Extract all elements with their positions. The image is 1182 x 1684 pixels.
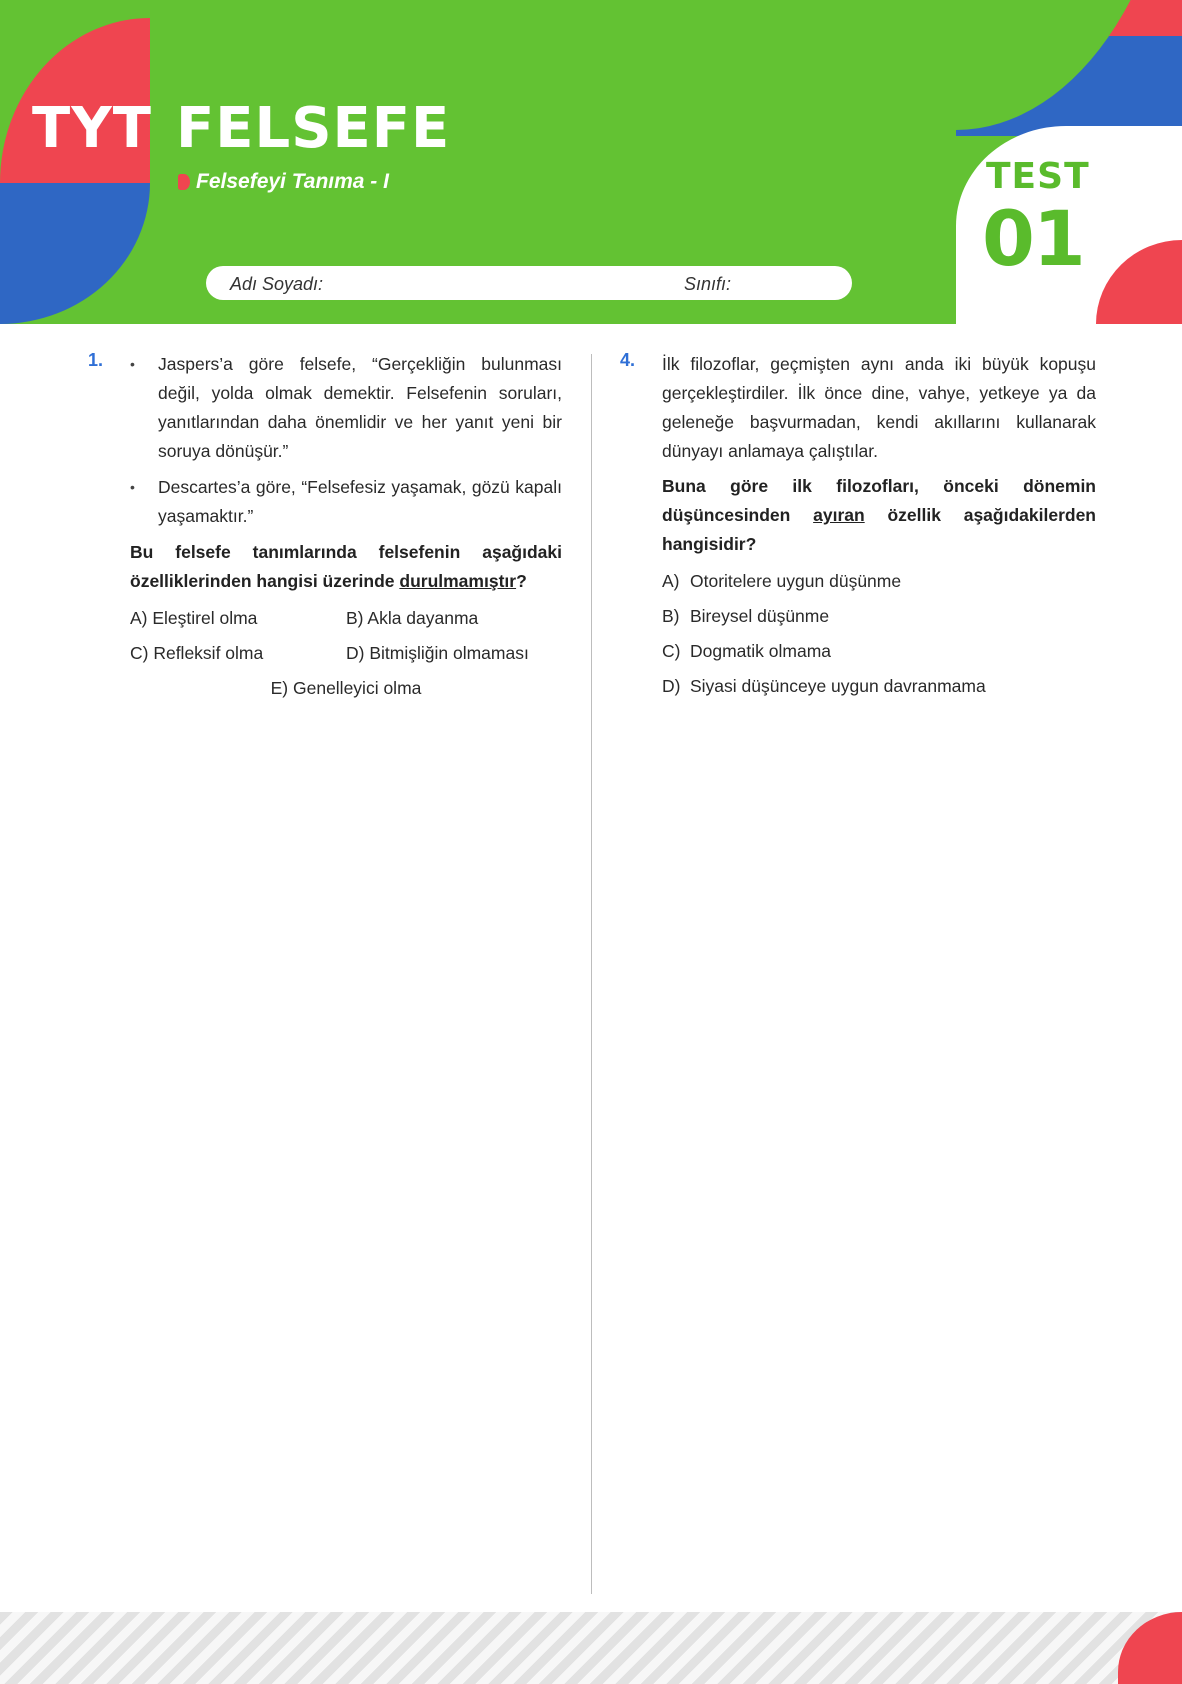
option-a[interactable]: A) Eleştirel olma <box>130 608 258 628</box>
striped-footer <box>0 1612 1182 1684</box>
question-stem: Bu felsefe tanımlarında felsefenin aşağıdaki özelliklerinden hangisi üzerinde durulmamıştır? <box>130 542 562 591</box>
name-label: Adı Soyadı: <box>230 274 324 294</box>
underlined-word: ayıran <box>813 505 865 525</box>
option-c[interactable]: C) Refleksif olma <box>130 643 264 663</box>
bullet-item: • Jaspers’a göre felsefe, “Gerçekliğin bulunması değil, yolda olmak demektir. Felsefenin soruları, yanıtlarından daha önemlidir ve her yanıt yeni bir soruya dönüşür.” <box>130 350 562 466</box>
option-e[interactable]: E) Genelleyici olma <box>270 678 422 698</box>
question-text: İlk filozoflar, geçmişten aynı anda iki büyük kopuşu gerçekleştirdiler. İlk önce dine, vahye, yetkeye ya da geleneğe başvurmadan, kendi akıllarını kullanarak dünyayı anlamaya çalıştılar. <box>662 354 1096 461</box>
topic-text: Felsefeyi Tanıma - I <box>196 170 389 193</box>
option-d[interactable]: D) Siyasi düşünceye uygun davranmama <box>662 676 986 696</box>
exam-level: TYT <box>32 96 152 161</box>
answer-options <box>130 604 562 668</box>
topic-subtitle <box>178 170 389 194</box>
bullet-item: • Descartes’a göre, “Felsefesiz yaşamak, gözü kapalı yaşamaktır.” <box>130 473 562 531</box>
test-number: 01 <box>982 194 1084 283</box>
class-label: Sınıfı: <box>684 274 732 294</box>
question-number: 4. <box>620 350 636 370</box>
question-number: 1. <box>88 350 104 370</box>
question-4 <box>620 350 1096 707</box>
bullet-arrow-icon <box>178 174 190 190</box>
option-d[interactable]: D) Bitmişliğin olmaması <box>346 643 529 663</box>
column-divider <box>591 354 592 1594</box>
option-b[interactable]: B) Akla dayanma <box>346 608 479 628</box>
student-info-bar <box>206 266 852 300</box>
option-b[interactable]: B) Bireysel düşünme <box>662 606 830 626</box>
underlined-word: durulmamıştır <box>399 571 517 591</box>
subject-title: FELSEFE <box>176 96 451 161</box>
answer-options <box>662 567 1096 701</box>
blue-quarter-shape <box>0 183 150 324</box>
question-stem: Buna göre ilk filozofları, önceki dönemin düşüncesinden ayıran özellik aşağıdakilerden hangisidir? <box>662 476 1096 554</box>
question-1 <box>88 350 562 703</box>
test-label: TEST <box>986 156 1090 197</box>
page-header <box>0 0 1182 324</box>
option-c[interactable]: C) Dogmatik olmama <box>662 641 832 661</box>
left-decoration <box>0 0 150 324</box>
option-a[interactable]: A) Otoritelere uygun düşünme <box>662 571 902 591</box>
